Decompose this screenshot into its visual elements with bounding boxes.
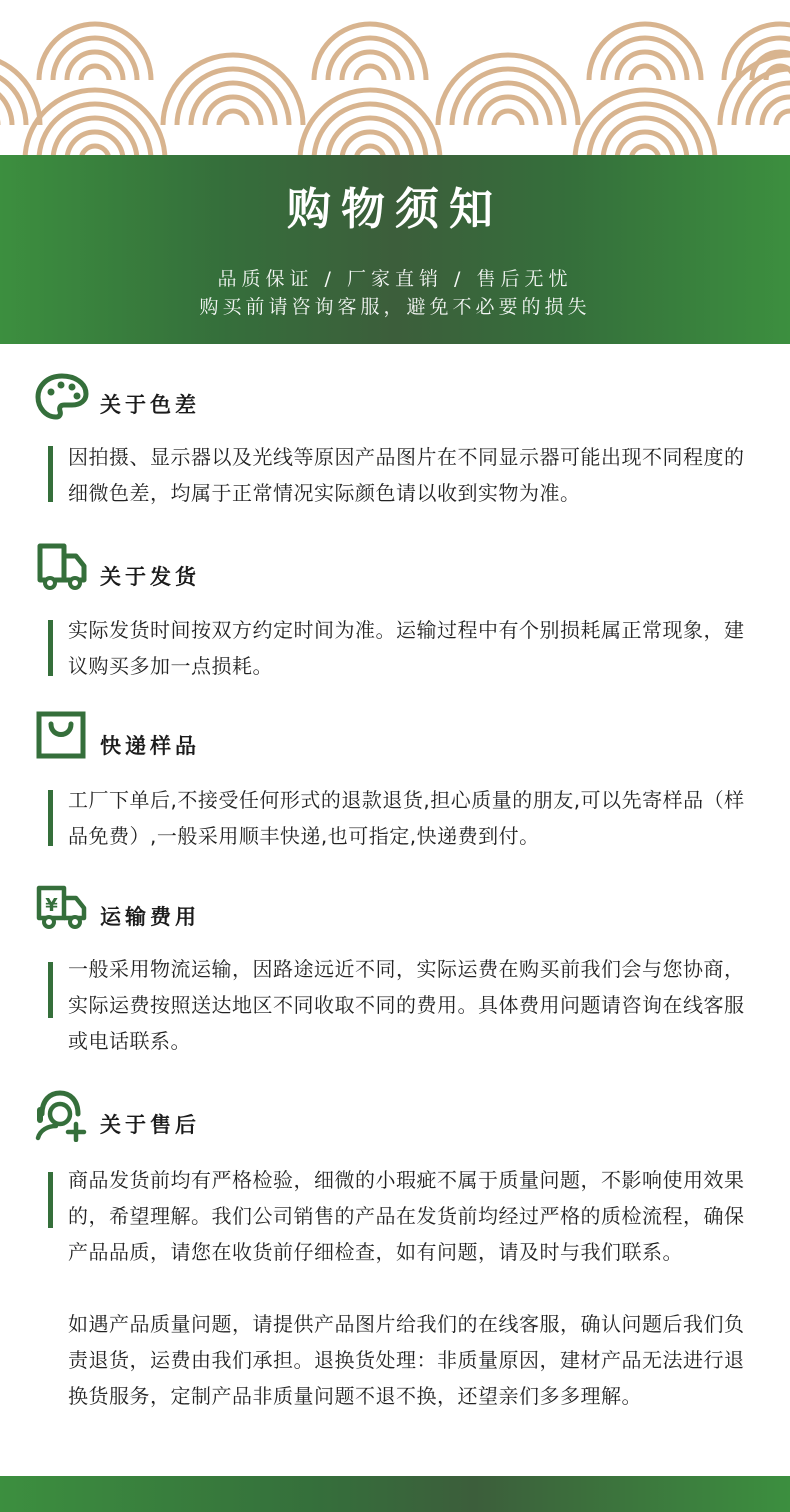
wave-arc [300,90,440,160]
section-text: 工厂下单后,不接受任何形式的退款退货,担心质量的朋友,可以先寄样品（样品免费）,一般采用顺丰快递,也可指定,快递费到付。 [68,788,745,848]
delivery-truck-icon [34,542,90,592]
wave-arc [356,66,384,80]
footer-bar [0,1476,790,1512]
section-accent-bar [48,1172,53,1228]
section-title: 运输费用 [100,905,200,929]
freight-cost-truck-icon [34,882,90,932]
wave-arc [631,66,659,80]
header-banner [0,155,790,344]
section-text: 商品发货前均有严格检验，细微的小瑕疵不属于质量问题，不影响使用效果的，希望理解。我们公司销售的产品在发货前均经过严格的质检流程，确保产品品质，请您在收货前仔细检查，如有问题，请及时与我们联系。 [68,1168,745,1264]
section-text-secondary: 如遇产品质量问题，请提供产品图片给我们的在线客服，确认问题后我们负责退货，运费由我们承担。退换货处理：非质量原因，建材产品无法进行退换货服务，定制产品非质量问题不退不换，还望亲们多多理解。 [68,1312,745,1408]
wave-arc [575,90,715,160]
page-title: 购物须知 [287,184,503,235]
wave-arc [494,111,522,125]
palette-icon [34,372,90,422]
section-title: 关于色差 [100,393,200,417]
customer-service-icon [34,1088,90,1142]
wave-arc [438,55,578,125]
wave-arc [163,55,303,125]
section-title: 快递样品 [100,734,200,758]
wave-arc [219,111,247,125]
section-title: 关于发货 [100,565,200,589]
section-text: 一般采用物流运输，因路途远近不同，实际运费在购买前我们会与您协商，实际运费按照送达地区不同收取不同的费用。具体费用问题请咨询在线客服或电话联系。 [68,957,745,1053]
wave-arc [25,90,165,160]
section-accent-bar [48,790,53,846]
section-text: 实际发货时间按双方约定时间为准。运输过程中有个别损耗属正常现象，建议购买多加一点损耗。 [68,618,745,678]
decorative-wave-pattern [0,0,790,160]
svg-text:¥: ¥ [45,895,58,916]
section-accent-bar [48,962,53,1018]
section-text: 因拍摄、显示器以及光线等原因产品图片在不同显示器可能出现不同程度的细微色差，均属于正常情况实际颜色请以收到实物为准。 [68,445,745,505]
banner-slogan: 品质保证 / 厂家直销 / 售后无忧 [217,268,573,290]
shopping-bag-icon [34,710,90,760]
banner-notice: 购买前请咨询客服，避免不必要的损失 [199,296,591,318]
section-title: 关于售后 [100,1113,200,1137]
wave-arc [776,111,790,125]
section-accent-bar [48,620,53,676]
section-accent-bar [48,446,53,502]
wave-arc [81,66,109,80]
wave-arc [0,55,40,125]
